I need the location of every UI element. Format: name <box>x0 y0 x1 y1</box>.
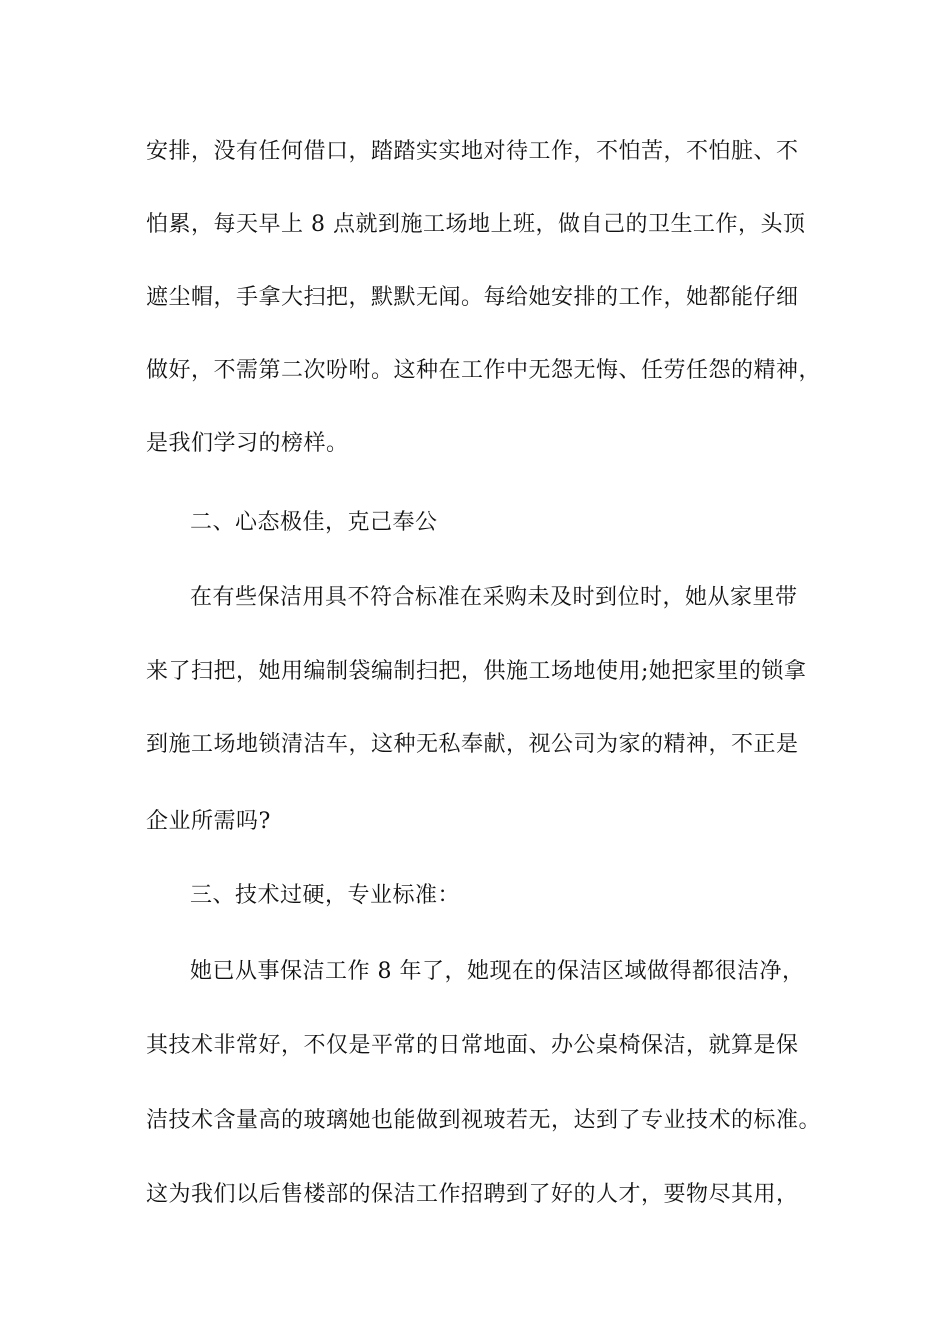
section-heading: 二、心态极佳，克己奉公 <box>190 510 438 535</box>
paragraph-line: 来了扫把，她用编制袋编制扫把，供施工场地使用;她把家里的锁拿 <box>146 659 807 684</box>
paragraph-line: 其技术非常好，不仅是平常的日常地面、办公桌椅保洁，就算是保 <box>146 1033 799 1058</box>
paragraph-line: 她已从事保洁工作 8 年了，她现在的保洁区域做得都很洁净， <box>190 959 805 984</box>
paragraph-line: 在有些保洁用具不符合标准在采购未及时到位时，她从家里带 <box>190 585 798 610</box>
paragraph-line: 企业所需吗? <box>146 809 271 834</box>
paragraph-line: 做好，不需第二次吩咐。这种在工作中无怨无悔、任劳任怨的精神， <box>146 358 822 383</box>
paragraph-line: 洁技术含量高的玻璃她也能做到视玻若无，达到了专业技术的标准。 <box>146 1108 822 1133</box>
paragraph-line: 怕累，每天早上 8 点就到施工场地上班，做自己的卫生工作，头顶 <box>146 212 806 237</box>
paragraph-line: 遮尘帽，手拿大扫把，默默无闻。每给她安排的工作，她都能仔细 <box>146 285 799 310</box>
paragraph-line: 安排，没有任何借口，踏踏实实地对待工作，不怕苦，不怕脏、不 <box>146 139 799 164</box>
paragraph-line: 到施工场地锁清洁车，这种无私奉献，视公司为家的精神，不正是 <box>146 732 799 757</box>
paragraph-line: 这为我们以后售楼部的保洁工作招聘到了好的人才，要物尽其用， <box>146 1182 799 1207</box>
paragraph-line: 是我们学习的榜样。 <box>146 431 349 456</box>
section-heading: 三、技术过硬，专业标准： <box>190 883 461 908</box>
